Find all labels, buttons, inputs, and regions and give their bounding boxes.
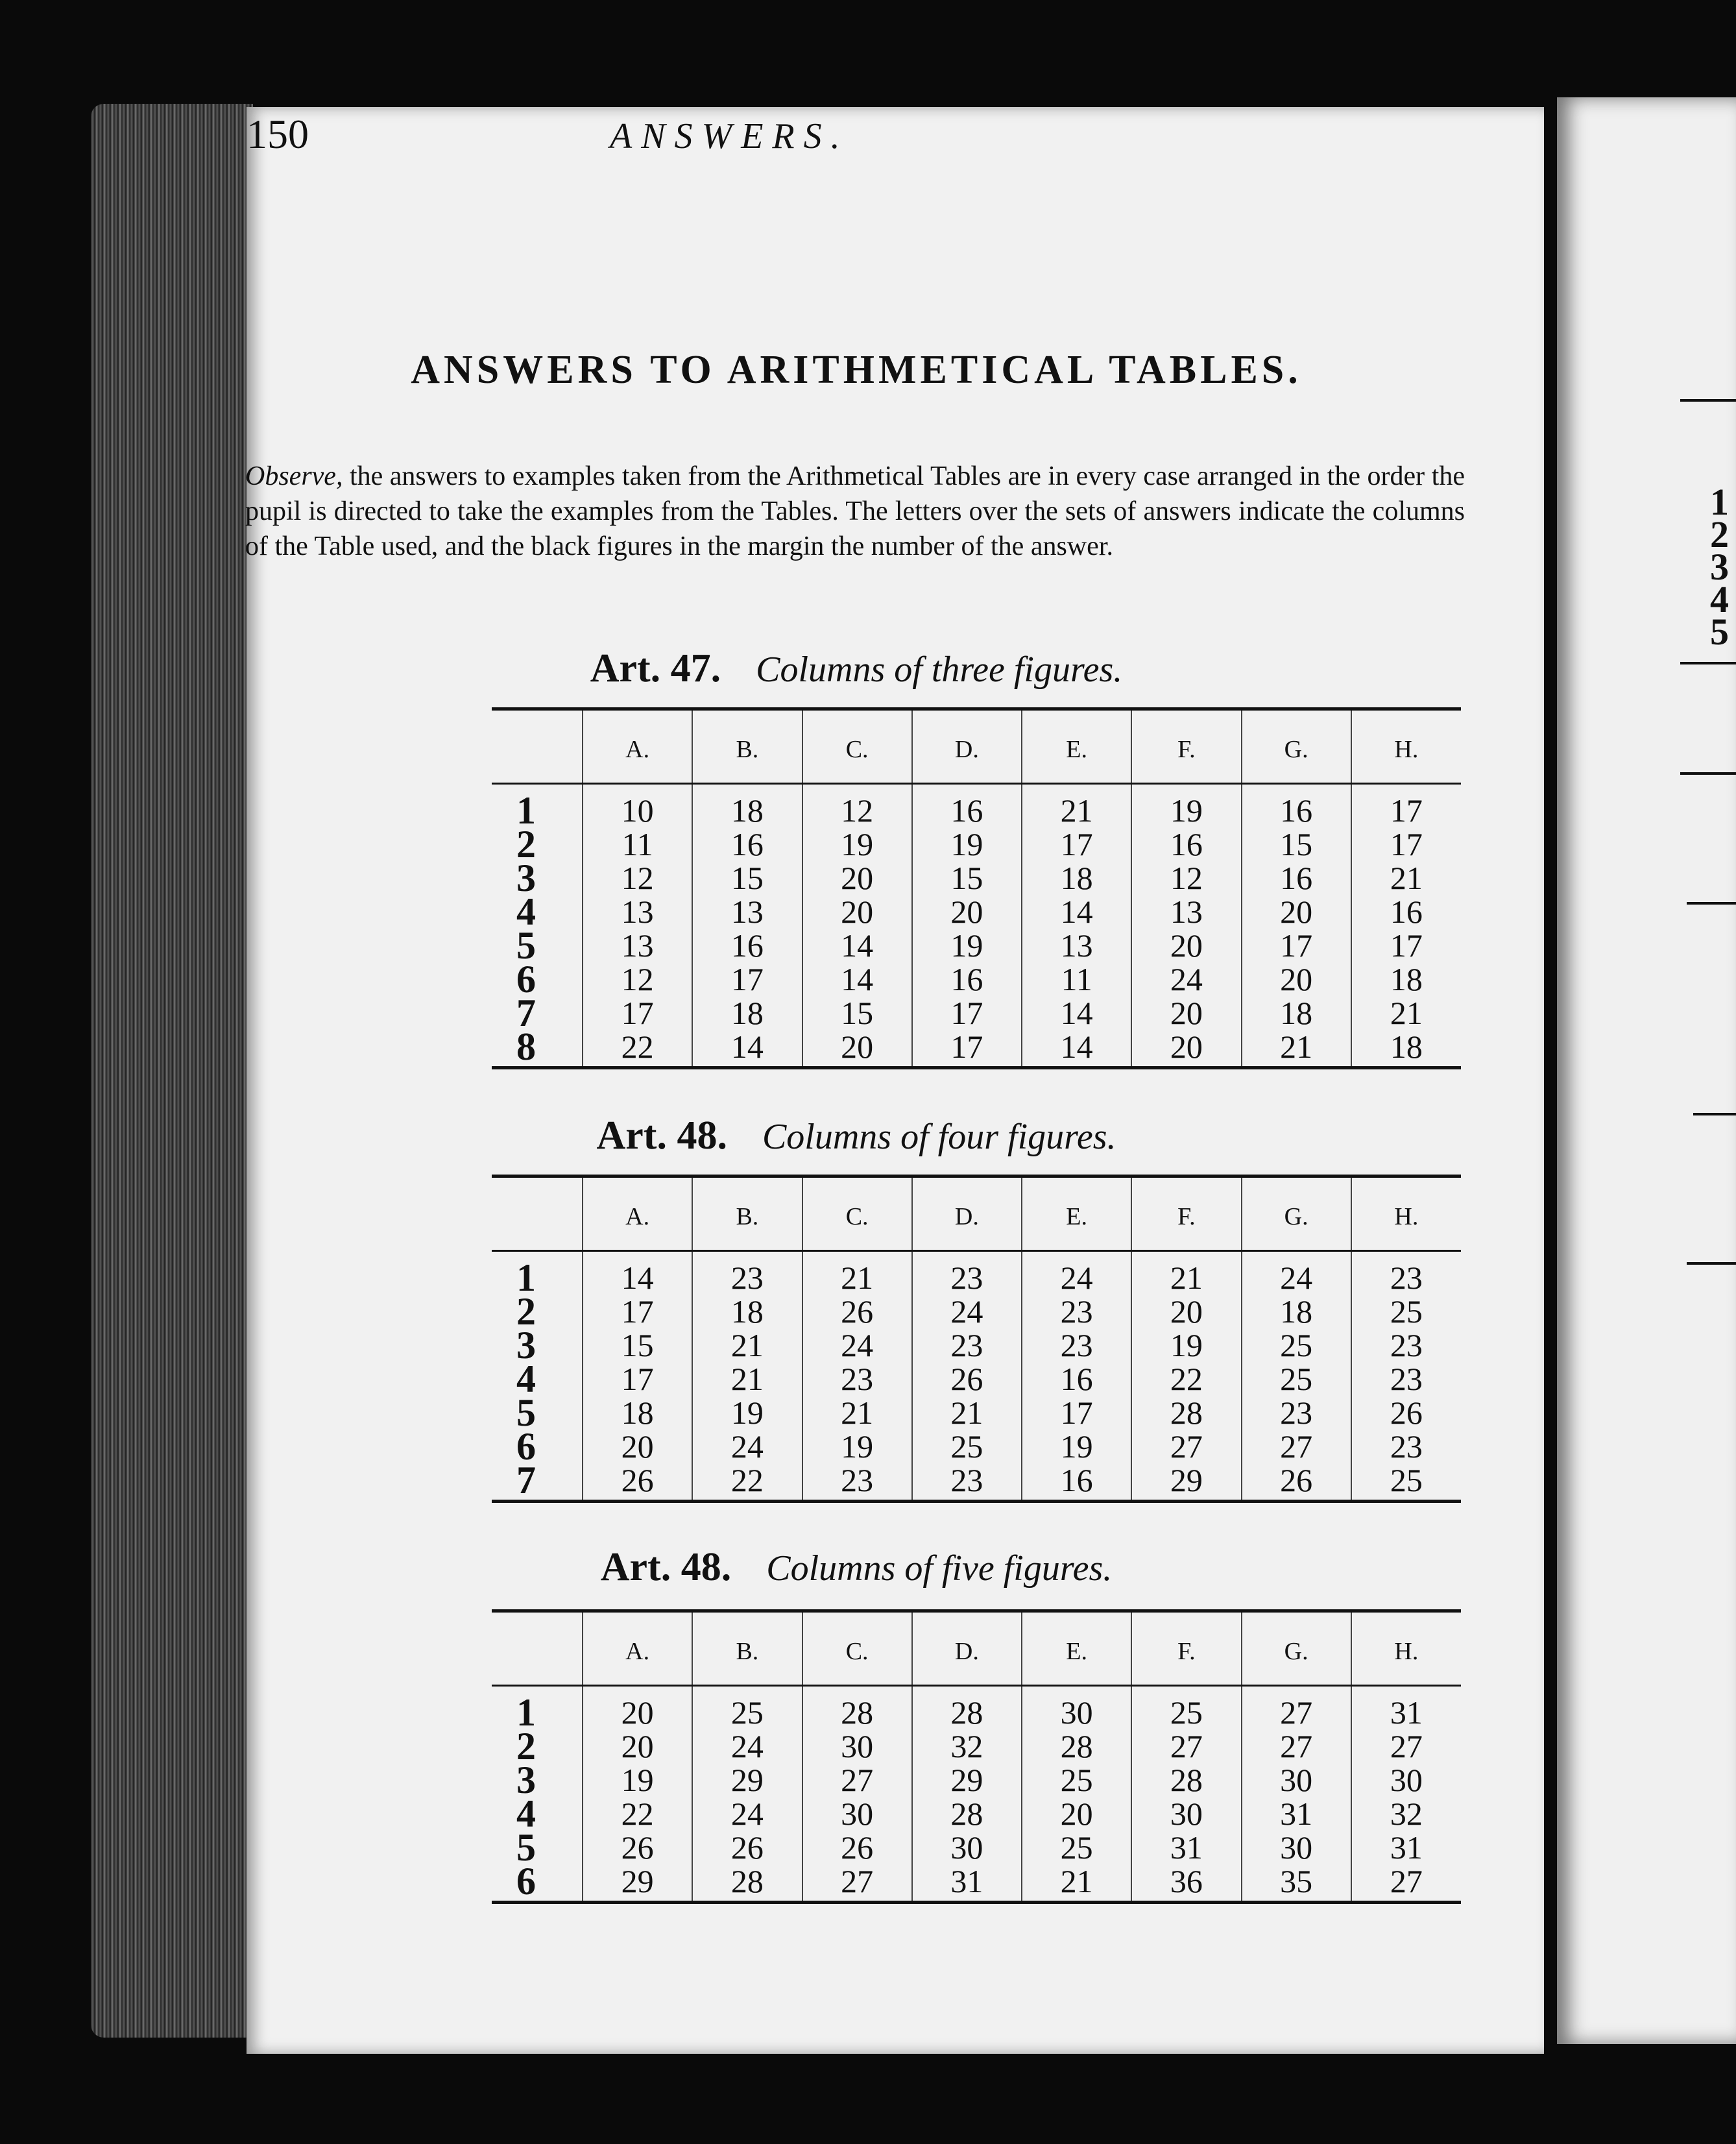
answer-cell: 20 — [912, 895, 1022, 929]
column-header: G. — [1242, 709, 1351, 784]
answer-cell: 23 — [912, 1328, 1022, 1362]
answer-cell: 14 — [1022, 996, 1131, 1030]
column-header: F. — [1131, 1611, 1241, 1686]
answer-cell: 16 — [1351, 895, 1461, 929]
answer-cell: 27 — [1242, 1729, 1351, 1763]
answer-cell: 32 — [912, 1729, 1022, 1763]
answer-number: 1 — [516, 1256, 536, 1299]
answer-cell: 23 — [692, 1251, 802, 1295]
section-label: Art. 47. — [590, 646, 721, 690]
answer-cell: 14 — [1022, 1030, 1131, 1068]
answer-cell: 21 — [1351, 996, 1461, 1030]
answer-cell: 30 — [1242, 1831, 1351, 1864]
answer-cell: 19 — [802, 1430, 912, 1463]
answer-cell: 26 — [1242, 1463, 1351, 1502]
answer-number: 2 — [516, 1290, 536, 1333]
answer-cell: 28 — [1131, 1763, 1241, 1797]
answer-cell: 21 — [692, 1328, 802, 1362]
table-row — [492, 1251, 1461, 1295]
answer-cell: 20 — [1242, 962, 1351, 996]
book-edge — [91, 104, 253, 2038]
table-row — [492, 1328, 1461, 1362]
column-header: A. — [583, 1176, 692, 1251]
answer-cell: 28 — [692, 1864, 802, 1903]
answer-cell: 26 — [692, 1831, 802, 1864]
section-heading — [247, 1113, 1466, 1159]
column-header: H. — [1351, 1176, 1461, 1251]
column-header: D. — [912, 1176, 1022, 1251]
answer-cell: 18 — [692, 1295, 802, 1328]
answer-cell: 15 — [1242, 827, 1351, 861]
answer-cell: 25 — [1131, 1686, 1241, 1730]
table-header-row — [492, 1611, 1461, 1686]
answer-cell: 28 — [1131, 1396, 1241, 1430]
answer-cell: 16 — [692, 929, 802, 962]
answer-cell: 16 — [1242, 784, 1351, 828]
answer-cell: 13 — [1131, 895, 1241, 929]
answer-cell: 13 — [583, 929, 692, 962]
answer-cell: 20 — [1131, 996, 1241, 1030]
answer-cell: 13 — [583, 895, 692, 929]
answer-cell: 18 — [692, 996, 802, 1030]
column-header: C. — [802, 1176, 912, 1251]
table-row — [492, 1797, 1461, 1831]
next-page-number: 4 — [1710, 578, 1729, 620]
answer-number: 2 — [516, 1725, 536, 1768]
answer-number: 1 — [516, 1691, 536, 1734]
answer-cell: 18 — [1242, 996, 1351, 1030]
answer-cell: 17 — [1242, 929, 1351, 962]
answer-cell: 25 — [1022, 1763, 1131, 1797]
answer-cell: 21 — [1131, 1251, 1241, 1295]
column-header: E. — [1022, 709, 1131, 784]
answer-number: 5 — [516, 1391, 536, 1434]
answer-cell: 15 — [912, 861, 1022, 895]
answer-cell: 18 — [1242, 1295, 1351, 1328]
answer-cell: 16 — [912, 962, 1022, 996]
answer-cell: 23 — [1351, 1251, 1461, 1295]
table-row — [492, 962, 1461, 996]
section-heading — [247, 646, 1466, 692]
answer-cell: 29 — [692, 1763, 802, 1797]
answer-cell: 17 — [1351, 827, 1461, 861]
table-row — [492, 1030, 1461, 1068]
answer-number: 5 — [516, 1826, 536, 1869]
answer-cell: 17 — [912, 996, 1022, 1030]
answer-cell: 19 — [583, 1763, 692, 1797]
table-row — [492, 1763, 1461, 1797]
answer-cell: 30 — [1351, 1763, 1461, 1797]
column-header: G. — [1242, 1176, 1351, 1251]
answer-cell: 26 — [802, 1831, 912, 1864]
answer-cell: 27 — [1351, 1864, 1461, 1903]
answer-cell: 29 — [912, 1763, 1022, 1797]
answer-cell: 26 — [583, 1463, 692, 1502]
column-header: A. — [583, 709, 692, 784]
table-row — [492, 784, 1461, 828]
table-corner-cell — [492, 709, 583, 784]
answer-table — [492, 707, 1461, 1069]
answer-cell: 20 — [1022, 1797, 1131, 1831]
answer-cell: 20 — [802, 1030, 912, 1068]
answer-cell: 23 — [1351, 1362, 1461, 1396]
answer-cell: 20 — [802, 861, 912, 895]
page-title: ANSWERS TO ARITHMETICAL TABLES. — [411, 348, 1302, 392]
column-header: B. — [692, 1611, 802, 1686]
answer-cell: 24 — [802, 1328, 912, 1362]
answer-cell: 32 — [1351, 1797, 1461, 1831]
answer-cell: 18 — [1351, 1030, 1461, 1068]
column-header: B. — [692, 1176, 802, 1251]
answer-cell: 20 — [1242, 895, 1351, 929]
answer-cell: 12 — [583, 861, 692, 895]
answer-cell: 24 — [1131, 962, 1241, 996]
answer-cell: 30 — [1131, 1797, 1241, 1831]
table-row — [492, 1463, 1461, 1502]
answer-cell: 30 — [912, 1831, 1022, 1864]
answer-number: 5 — [516, 924, 536, 967]
answer-cell: 17 — [583, 1295, 692, 1328]
answer-cell: 23 — [1242, 1396, 1351, 1430]
next-page-number: 2 — [1710, 513, 1729, 555]
answer-cell: 16 — [1242, 861, 1351, 895]
page-number: 150 — [247, 111, 309, 157]
answer-number: 4 — [516, 890, 536, 933]
answer-cell: 17 — [1351, 929, 1461, 962]
answer-number: 4 — [516, 1358, 536, 1400]
column-header: D. — [912, 709, 1022, 784]
column-header: H. — [1351, 1611, 1461, 1686]
section-heading — [247, 1544, 1466, 1590]
answer-cell: 21 — [1022, 1864, 1131, 1903]
answer-cell: 19 — [802, 827, 912, 861]
answer-cell: 24 — [692, 1797, 802, 1831]
answer-cell: 23 — [912, 1251, 1022, 1295]
table-row — [492, 996, 1461, 1030]
table-row — [492, 827, 1461, 861]
answer-cell: 28 — [1022, 1729, 1131, 1763]
answer-cell: 25 — [692, 1686, 802, 1730]
answer-cell: 25 — [1351, 1463, 1461, 1502]
answer-cell: 18 — [1351, 962, 1461, 996]
answer-cell: 25 — [1022, 1831, 1131, 1864]
table-row — [492, 1864, 1461, 1903]
answer-cell: 21 — [1242, 1030, 1351, 1068]
answer-cell: 10 — [583, 784, 692, 828]
answer-cell: 21 — [802, 1251, 912, 1295]
answer-cell: 11 — [583, 827, 692, 861]
answer-cell: 19 — [1131, 1328, 1241, 1362]
answer-number: 7 — [516, 992, 536, 1034]
table-header-row — [492, 1176, 1461, 1251]
answer-cell: 21 — [692, 1362, 802, 1396]
next-page-number: 1 — [1710, 481, 1729, 523]
answer-cell: 18 — [692, 784, 802, 828]
answer-table — [492, 1609, 1461, 1904]
answer-cell: 30 — [1022, 1686, 1131, 1730]
answer-cell: 14 — [1022, 895, 1131, 929]
column-header: E. — [1022, 1611, 1131, 1686]
answer-cell: 26 — [912, 1362, 1022, 1396]
answer-cell: 24 — [692, 1430, 802, 1463]
answer-cell: 19 — [1131, 784, 1241, 828]
table-corner-cell — [492, 1176, 583, 1251]
answer-cell: 20 — [802, 895, 912, 929]
answer-cell: 27 — [1351, 1729, 1461, 1763]
answer-number: 2 — [516, 823, 536, 866]
table-row — [492, 929, 1461, 962]
answer-cell: 28 — [912, 1797, 1022, 1831]
table-row — [492, 1686, 1461, 1730]
section-label: Art. 48. — [596, 1114, 727, 1158]
answer-cell: 31 — [1351, 1831, 1461, 1864]
answer-cell: 35 — [1242, 1864, 1351, 1903]
column-header: G. — [1242, 1611, 1351, 1686]
answer-cell: 16 — [692, 827, 802, 861]
answer-cell: 19 — [912, 827, 1022, 861]
answer-cell: 36 — [1131, 1864, 1241, 1903]
answer-cell: 25 — [1351, 1295, 1461, 1328]
column-header: C. — [802, 1611, 912, 1686]
table-row — [492, 1430, 1461, 1463]
answer-cell: 22 — [583, 1030, 692, 1068]
answer-cell: 17 — [1022, 1396, 1131, 1430]
table-row — [492, 861, 1461, 895]
answer-cell: 23 — [1351, 1328, 1461, 1362]
answer-cell: 20 — [1131, 1030, 1241, 1068]
column-header: H. — [1351, 709, 1461, 784]
answer-number: 1 — [516, 789, 536, 832]
intro-lead: Observe, — [245, 461, 343, 491]
intro-paragraph — [245, 459, 1465, 564]
answer-cell: 22 — [583, 1797, 692, 1831]
answer-cell: 19 — [692, 1396, 802, 1430]
answer-cell: 26 — [583, 1831, 692, 1864]
answer-cell: 20 — [583, 1686, 692, 1730]
table-row — [492, 1396, 1461, 1430]
answer-cell: 21 — [1351, 861, 1461, 895]
answer-cell: 31 — [1131, 1831, 1241, 1864]
answer-number: 3 — [516, 1759, 536, 1801]
section-description: Columns of three figures. — [756, 650, 1123, 690]
column-header: D. — [912, 1611, 1022, 1686]
answer-cell: 23 — [912, 1463, 1022, 1502]
answer-cell: 17 — [1022, 827, 1131, 861]
answer-number: 6 — [492, 1864, 583, 1903]
answer-cell: 21 — [802, 1396, 912, 1430]
answer-cell: 16 — [1131, 827, 1241, 861]
answer-cell: 15 — [802, 996, 912, 1030]
answer-cell: 17 — [583, 1362, 692, 1396]
table-corner-cell — [492, 1611, 583, 1686]
answer-cell: 20 — [583, 1430, 692, 1463]
answer-cell: 26 — [1351, 1396, 1461, 1430]
answer-cell: 27 — [1131, 1430, 1241, 1463]
answer-cell: 23 — [802, 1362, 912, 1396]
answer-cell: 17 — [912, 1030, 1022, 1068]
answer-cell: 15 — [692, 861, 802, 895]
answer-cell: 23 — [1351, 1430, 1461, 1463]
answer-cell: 24 — [1022, 1251, 1131, 1295]
answer-cell: 18 — [583, 1396, 692, 1430]
answer-cell: 30 — [1242, 1763, 1351, 1797]
answer-cell: 12 — [583, 962, 692, 996]
answer-cell: 14 — [802, 962, 912, 996]
answer-cell: 13 — [692, 895, 802, 929]
answer-cell: 25 — [1242, 1362, 1351, 1396]
section-label: Art. 48. — [600, 1545, 732, 1589]
answer-cell: 27 — [1131, 1729, 1241, 1763]
table-row — [492, 1295, 1461, 1328]
answer-cell: 11 — [1022, 962, 1131, 996]
answer-cell: 13 — [1022, 929, 1131, 962]
section-description: Columns of four figures. — [762, 1117, 1116, 1157]
answer-cell: 27 — [1242, 1430, 1351, 1463]
column-header: F. — [1131, 709, 1241, 784]
answer-cell: 25 — [1242, 1328, 1351, 1362]
answer-cell: 16 — [1022, 1362, 1131, 1396]
answer-number: 6 — [516, 1425, 536, 1468]
answer-cell: 17 — [1351, 784, 1461, 828]
answer-number: 8 — [492, 1030, 583, 1068]
answer-cell: 24 — [692, 1729, 802, 1763]
column-header: A. — [583, 1611, 692, 1686]
answer-cell: 31 — [1242, 1797, 1351, 1831]
answer-cell: 19 — [1022, 1430, 1131, 1463]
answer-number: 7 — [492, 1463, 583, 1502]
table-row — [492, 1831, 1461, 1864]
answer-cell: 21 — [1022, 784, 1131, 828]
running-head: ANSWERS. — [610, 116, 849, 156]
section-description: Columns of five figures. — [766, 1548, 1113, 1589]
answer-number: 3 — [516, 1324, 536, 1367]
answer-cell: 17 — [692, 962, 802, 996]
next-page-number: 5 — [1710, 611, 1729, 653]
answer-cell: 14 — [583, 1251, 692, 1295]
answer-cell: 20 — [1131, 1295, 1241, 1328]
answer-cell: 31 — [912, 1864, 1022, 1903]
answer-cell: 12 — [802, 784, 912, 828]
answer-cell: 23 — [1022, 1328, 1131, 1362]
table-row — [492, 1729, 1461, 1763]
answer-cell: 30 — [802, 1729, 912, 1763]
answer-table — [492, 1175, 1461, 1503]
column-header: E. — [1022, 1176, 1131, 1251]
answer-cell: 20 — [1131, 929, 1241, 962]
answer-cell: 22 — [1131, 1362, 1241, 1396]
answer-cell: 27 — [1242, 1686, 1351, 1730]
answer-cell: 30 — [802, 1797, 912, 1831]
answer-cell: 21 — [912, 1396, 1022, 1430]
table-row — [492, 895, 1461, 929]
answer-cell: 29 — [583, 1864, 692, 1903]
answer-cell: 29 — [1131, 1463, 1241, 1502]
answer-cell: 25 — [912, 1430, 1022, 1463]
answer-number: 4 — [516, 1792, 536, 1835]
next-page-edge — [1557, 97, 1736, 2044]
table-header-row — [492, 709, 1461, 784]
answer-number: 3 — [516, 857, 536, 899]
answer-cell: 24 — [1242, 1251, 1351, 1295]
answer-cell: 12 — [1131, 861, 1241, 895]
answer-cell: 15 — [583, 1328, 692, 1362]
answer-cell: 19 — [912, 929, 1022, 962]
answer-cell: 20 — [583, 1729, 692, 1763]
answer-number: 6 — [516, 958, 536, 1001]
intro-text: the answers to examples taken from the Arithmetical Tables are in every case arranged in the order the pupil is directed to take the examples from the Tables. The letters over the sets of answers indicate the columns of the Table used, and the black figures in the margin the number of the answer. — [245, 461, 1465, 561]
column-header: B. — [692, 709, 802, 784]
column-header: F. — [1131, 1176, 1241, 1251]
answer-cell: 14 — [692, 1030, 802, 1068]
next-page-number: 3 — [1710, 546, 1729, 588]
answer-cell: 22 — [692, 1463, 802, 1502]
answer-cell: 16 — [1022, 1463, 1131, 1502]
column-header: C. — [802, 709, 912, 784]
answer-cell: 23 — [1022, 1295, 1131, 1328]
answer-cell: 24 — [912, 1295, 1022, 1328]
answer-cell: 17 — [583, 996, 692, 1030]
answer-cell: 23 — [802, 1463, 912, 1502]
answer-cell: 27 — [802, 1763, 912, 1797]
answer-cell: 26 — [802, 1295, 912, 1328]
answer-cell: 14 — [802, 929, 912, 962]
table-row — [492, 1362, 1461, 1396]
answer-cell: 27 — [802, 1864, 912, 1903]
answer-cell: 16 — [912, 784, 1022, 828]
answer-cell: 28 — [912, 1686, 1022, 1730]
answer-cell: 18 — [1022, 861, 1131, 895]
answer-cell: 28 — [802, 1686, 912, 1730]
answer-cell: 31 — [1351, 1686, 1461, 1730]
